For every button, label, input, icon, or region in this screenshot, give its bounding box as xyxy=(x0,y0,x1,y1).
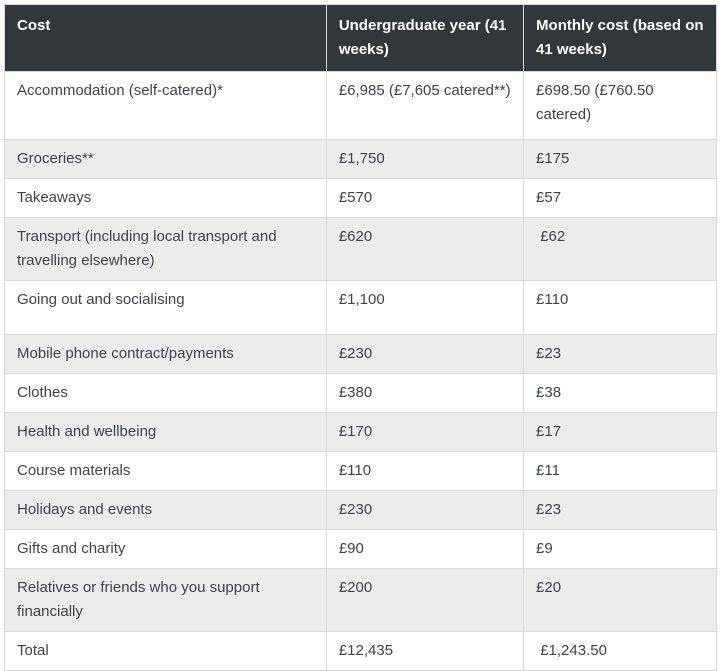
table-row-health xyxy=(5,413,717,452)
undergraduate-year-cell: £230 xyxy=(326,491,523,530)
table-row-holidays xyxy=(5,491,717,530)
header-row xyxy=(5,5,717,72)
table-row-clothes xyxy=(5,374,717,413)
cost-label-cell: Mobile phone contract/payments xyxy=(5,335,327,374)
monthly-cost-cell: £11 xyxy=(524,452,717,491)
undergraduate-year-cell: £570 xyxy=(326,179,523,218)
undergraduate-year-cell: £170 xyxy=(326,413,523,452)
monthly-cost-cell: £698.50 (£760.50 catered) xyxy=(524,72,717,140)
cost-label-cell: Groceries** xyxy=(5,140,327,179)
cost-label-cell: Holidays and events xyxy=(5,491,327,530)
cost-label-cell: Accommodation (self-catered)* xyxy=(5,72,327,140)
table-row-relatives-support xyxy=(5,569,717,632)
student-costs-table xyxy=(4,4,717,671)
cost-label-cell: Clothes xyxy=(5,374,327,413)
monthly-cost-cell: £23 xyxy=(524,335,717,374)
column-header-cost: Cost xyxy=(5,5,327,72)
table-header xyxy=(5,5,717,72)
undergraduate-year-cell: £1,750 xyxy=(326,140,523,179)
column-header-monthly-cost: Monthly cost (based on 41 weeks) xyxy=(524,5,717,72)
undergraduate-year-cell: £110 xyxy=(326,452,523,491)
monthly-cost-cell: £38 xyxy=(524,374,717,413)
cost-label-cell: Gifts and charity xyxy=(5,530,327,569)
table-row-total xyxy=(5,632,717,671)
cost-label-cell: Total xyxy=(5,632,327,671)
monthly-cost-cell: £57 xyxy=(524,179,717,218)
table-body xyxy=(5,72,717,671)
column-header-undergraduate-year: Undergraduate year (41 weeks) xyxy=(326,5,523,72)
table-row-accommodation xyxy=(5,72,717,140)
table-row-gifts xyxy=(5,530,717,569)
table-row-going-out xyxy=(5,281,717,335)
table-row-mobile-phone xyxy=(5,335,717,374)
cost-label-cell: Transport (including local transport and travelling elsewhere) xyxy=(5,218,327,281)
undergraduate-year-cell: £90 xyxy=(326,530,523,569)
undergraduate-year-cell: £200 xyxy=(326,569,523,632)
monthly-cost-cell: £175 xyxy=(524,140,717,179)
monthly-cost-cell: £23 xyxy=(524,491,717,530)
monthly-cost-cell: £1,243.50 xyxy=(524,632,717,671)
cost-label-cell: Relatives or friends who you support financially xyxy=(5,569,327,632)
monthly-cost-cell: £17 xyxy=(524,413,717,452)
table-row-groceries xyxy=(5,140,717,179)
table-row-transport xyxy=(5,218,717,281)
table-row-course-materials xyxy=(5,452,717,491)
monthly-cost-cell: £20 xyxy=(524,569,717,632)
monthly-cost-cell: £62 xyxy=(524,218,717,281)
cost-label-cell: Takeaways xyxy=(5,179,327,218)
cost-label-cell: Health and wellbeing xyxy=(5,413,327,452)
cost-label-cell: Course materials xyxy=(5,452,327,491)
monthly-cost-cell: £110 xyxy=(524,281,717,335)
undergraduate-year-cell: £380 xyxy=(326,374,523,413)
table-row-takeaways xyxy=(5,179,717,218)
undergraduate-year-cell: £1,100 xyxy=(326,281,523,335)
undergraduate-year-cell: £620 xyxy=(326,218,523,281)
cost-label-cell: Going out and socialising xyxy=(5,281,327,335)
undergraduate-year-cell: £12,435 xyxy=(326,632,523,671)
monthly-cost-cell: £9 xyxy=(524,530,717,569)
undergraduate-year-cell: £230 xyxy=(326,335,523,374)
undergraduate-year-cell: £6,985 (£7,605 catered**) xyxy=(326,72,523,140)
